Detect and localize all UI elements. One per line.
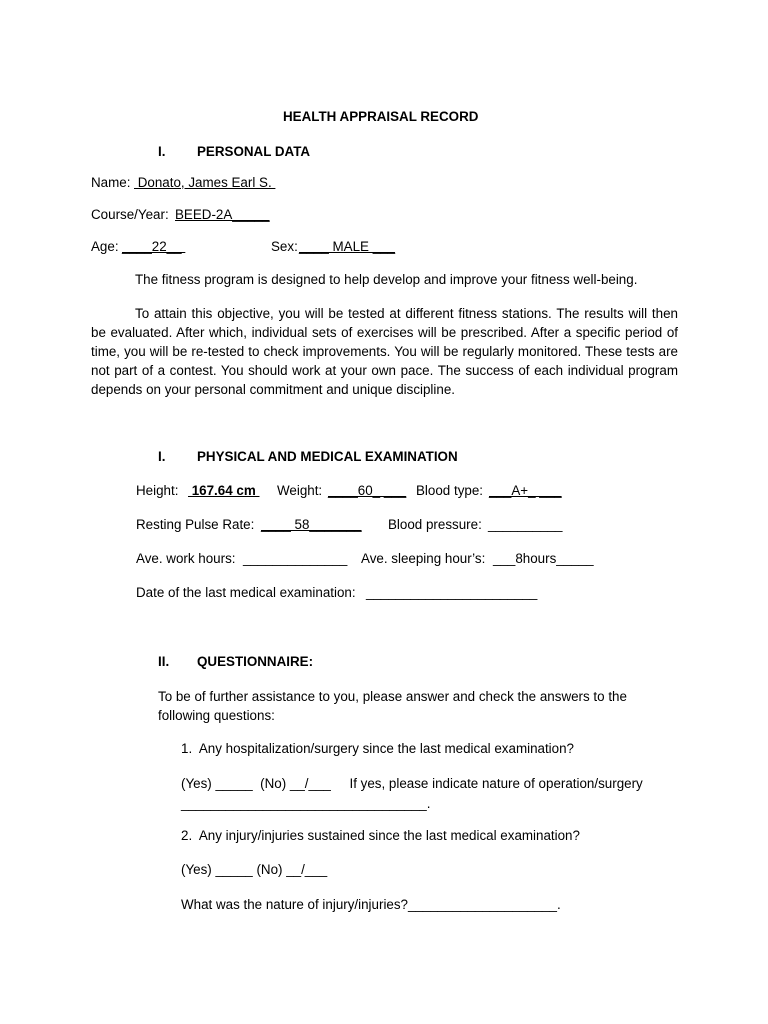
intro-paragraph: The fitness program is designed to help develop and improve your fitness well-being. (135, 272, 638, 287)
question-2: 2. Any injury/injuries sustained since the last medical examination? (181, 828, 580, 843)
age-label: Age: (91, 239, 119, 254)
height-label: Height: (136, 483, 179, 498)
question-1: 1. Any hospitalization/surgery since the last medical examination? (181, 741, 575, 756)
question-1-answer-line: _________________________________. (181, 796, 431, 811)
last-exam-value: _______________________ (366, 585, 538, 600)
pulse-value: ____ 58_______ (261, 517, 362, 532)
section-number: I. (158, 144, 166, 159)
question-2-nature: What was the nature of injury/injuries?____________________. (181, 897, 561, 912)
name-value: Donato, James Earl S. (134, 175, 276, 190)
weight-label: Weight: (277, 483, 323, 498)
bp-label: Blood pressure: (388, 517, 482, 532)
course-label: Course/Year: (91, 207, 169, 222)
question-2-answer: (Yes) _____ (No) __/___ (181, 862, 328, 877)
height-value: 167.64 cm (188, 483, 260, 498)
sex-label: Sex: (271, 239, 298, 254)
work-hours-value: ______________ (243, 551, 348, 566)
blood-type-label: Blood type: (416, 483, 483, 498)
questionnaire-intro: To be of further assistance to you, please answer and check the answers to the following questions: (158, 689, 627, 723)
question-1-answer: (Yes) _____ (No) __/___ If yes, please indicate nature of operation/surgery (181, 776, 643, 791)
sleep-hours-value: ___8hours_____ (493, 551, 594, 566)
objective-paragraph: To attain this objective, you will be tested at different fitness stations. The results will then be evaluated. After which, individual sets of exercises will be prescribed. After a specific period of time, you will be re-tested to check improvements. You will be regularly monitored. These tests are not part of a contest. You should work at your own pace. The success of each individual program depends on your personal commitment and unique discipline. (91, 306, 678, 397)
section-title-questionnaire: QUESTIONNAIRE: (197, 654, 314, 669)
last-exam-label: Date of the last medical examination: (136, 585, 356, 600)
course-value (175, 207, 270, 223)
section-number: II. (158, 654, 170, 669)
sex-value: ____ MALE ___ (299, 239, 396, 254)
pulse-label: Resting Pulse Rate: (136, 517, 255, 532)
weight-value: ____60_ ___ (328, 483, 407, 498)
age-value: ____22__ (122, 239, 186, 254)
document-title: HEALTH APPRAISAL RECORD (283, 109, 479, 124)
work-hours-label: Ave. work hours: (136, 551, 236, 566)
name-label: Name: (91, 175, 131, 190)
section-number: I. (158, 449, 166, 464)
bp-value: __________ (488, 517, 563, 532)
section-title-physical-exam: PHYSICAL AND MEDICAL EXAMINATION (197, 449, 458, 464)
blood-type-value: ___A+_ ___ (489, 483, 562, 498)
sleep-hours-label: Ave. sleeping hour’s: (361, 551, 486, 566)
course-value-text: BEED-2A_____ (175, 207, 270, 222)
section-title-personal-data: PERSONAL DATA (197, 144, 311, 159)
